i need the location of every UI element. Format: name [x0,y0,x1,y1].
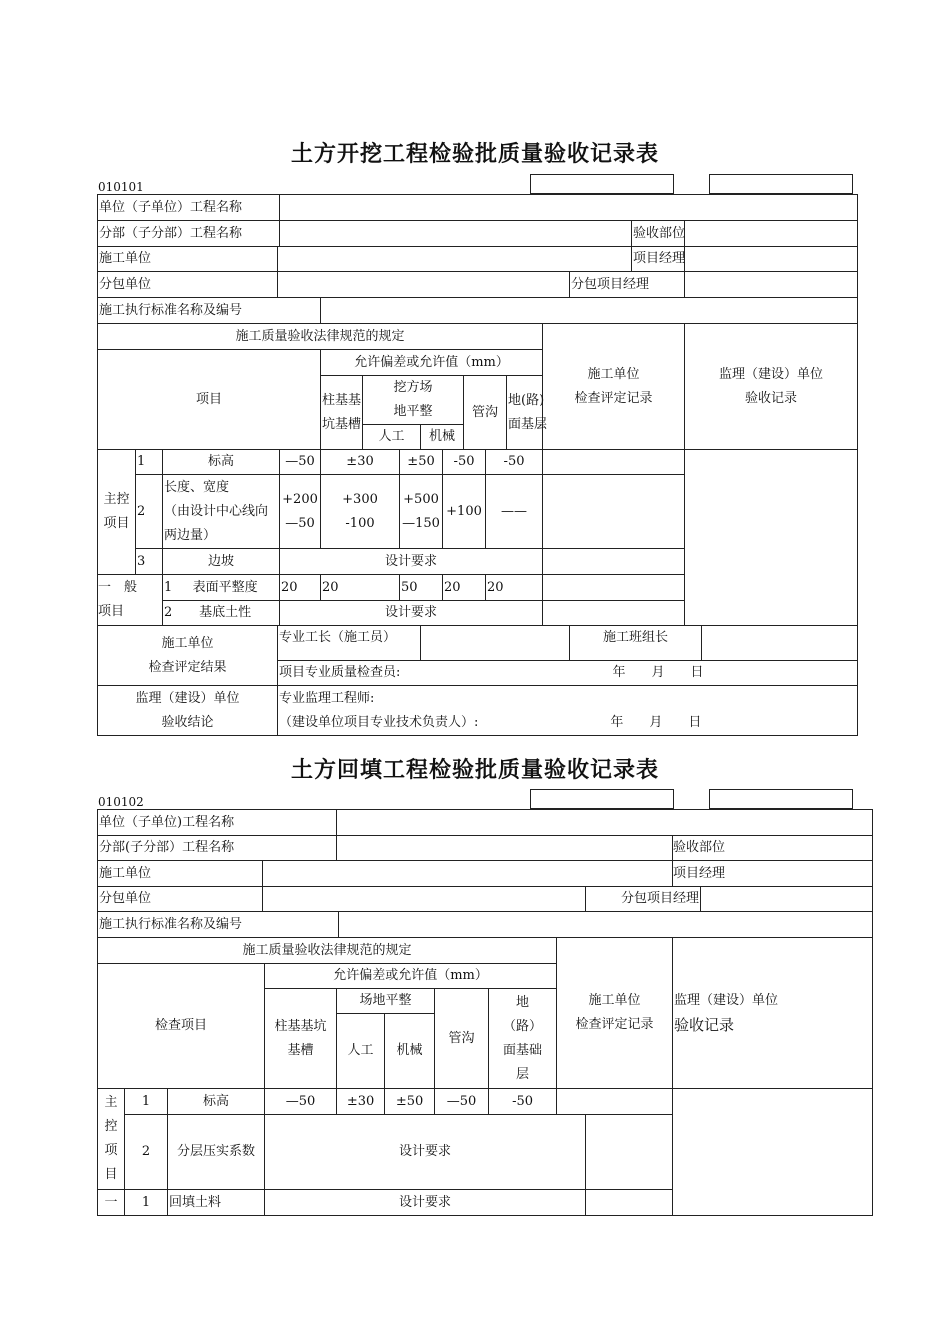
row-value: 20 [280,575,321,601]
standard-field[interactable] [339,912,873,938]
date-label: 年 月 日 [610,714,702,730]
row-value: ±30 [321,450,400,475]
main-control-label: 主 控 项 目 [98,1089,125,1190]
row-value: —— [486,475,543,549]
spec-header: 施工质量验收法律规范的规定 [98,938,557,964]
row-name: 长度、宽度 （由设计中心线向 两边量） [163,475,280,549]
team-leader-label: 施工班组长 [570,626,702,661]
row-requirement: 设计要求 [265,1190,586,1216]
conclusion-label: 监理（建设）单位 验收结论 [98,686,278,736]
contractor-check-cell[interactable] [557,1089,673,1115]
form1-header-box-1[interactable] [530,174,674,194]
row-number-inline: 1 [164,579,173,595]
spec-header: 施工质量验收法律规范的规定 [98,324,543,350]
supervisor-check-cell[interactable] [673,1089,873,1216]
contractor-field[interactable] [278,247,632,272]
project-manager-label: 项目经理 [673,861,873,887]
unit-name-label: 单位（子单位)工程名称 [98,810,337,836]
owner-label-row [279,711,856,735]
division-label: 分部(子分部）工程名称 [98,836,337,861]
form2-header-box-1[interactable] [530,789,674,809]
team-leader-field[interactable] [702,626,858,661]
contractor-check-cell[interactable] [543,450,685,475]
row-value: +300 -100 [321,475,400,549]
acceptance-part-field[interactable] [685,221,858,247]
row-value: +500 —150 [400,475,443,549]
contractor-check-cell[interactable] [543,575,685,601]
inspector-label: 项目专业质量检查员: [279,665,401,680]
contractor-check-cell[interactable] [586,1190,701,1216]
row-value: +200 —50 [280,475,321,549]
sub-pm-label: 分包项目经理 [586,887,701,912]
division-field[interactable] [280,221,632,247]
col-manual-header: 人工 [363,425,421,450]
row-number-inline: 2 [164,605,173,620]
col-pipe-header: 管沟 [435,989,489,1089]
contractor-check-cell[interactable] [543,549,685,575]
main-control-label: 主控 项目 [98,450,136,575]
sub-pm-field[interactable] [685,272,858,298]
project-manager-field[interactable] [685,247,858,272]
col-machine-header: 机械 [385,1014,435,1089]
general-label: 一 [98,1190,125,1216]
col-pipe-header: 管沟 [464,376,507,450]
form1-title: 土方开挖工程检验批质量验收记录表 [290,141,659,167]
row-name: 2 基底土性 [163,601,280,626]
foreman-label: 专业工长（施工员） [278,626,421,661]
col-pile-header: 柱基基 坑基槽 [321,376,363,450]
form1-header-box-2[interactable] [709,174,853,194]
row-value: -50 [489,1089,557,1115]
contractor-label: 施工单位 [98,247,278,272]
row-name: 标高 [168,1089,265,1115]
contractor-check-cell[interactable] [586,1115,701,1190]
col-pile-header: 柱基基坑 基槽 [265,989,337,1089]
row-value: -50 [443,450,486,475]
inspector-row [278,661,858,686]
col-road-header: 地 （路） 面基础 层 [489,989,557,1089]
row-requirement: 设计要求 [265,1115,586,1190]
unit-name-label: 单位（子单位）工程名称 [98,195,280,221]
form2-title: 土方回填工程检验批质量验收记录表 [290,757,659,783]
contractor-check-cell[interactable] [543,601,685,626]
row-value: ±50 [385,1089,435,1115]
row-requirement: 设计要求 [280,549,543,575]
row-value: 20 [321,575,400,601]
supervisor-check-header: 监理（建设）单位 验收记录 [685,324,858,450]
division-field[interactable] [337,836,673,861]
item-header: 项目 [98,350,321,450]
col-excavation-header: 挖方场 地平整 [363,376,464,425]
supervisor-check-header: 监理（建设）单位 验收记录 [673,938,873,1089]
sub-pm-field[interactable] [701,887,873,912]
conclusion-field [278,686,858,736]
foreman-field[interactable] [421,626,570,661]
row-value: —50 [435,1089,489,1115]
form1-table [97,194,858,736]
row-name: 分层压实系数 [168,1115,265,1190]
contractor-check-cell[interactable] [543,475,685,549]
row-name: 回填土料 [168,1190,265,1216]
item-header: 检查项目 [98,964,265,1089]
row-name: 标高 [163,450,280,475]
division-label: 分部（子分部）工程名称 [98,221,280,247]
row-number: 3 [136,549,163,575]
standard-label: 施工执行标准名称及编号 [98,298,321,324]
unit-name-field[interactable] [337,810,873,836]
subcontractor-label: 分包单位 [98,887,263,912]
col-site-header: 场地平整 [337,989,435,1014]
contractor-field[interactable] [263,861,673,887]
row-number: 2 [125,1115,168,1190]
sub-pm-label: 分包项目经理 [570,272,685,298]
row-value: +100 [443,475,486,549]
row-number: 1 [136,450,163,475]
supervisor-check-cell[interactable] [685,450,858,626]
tolerance-header: 允许偏差或允许值（mm） [321,350,543,376]
col-road-header: 地(路) 面基层 [507,376,543,450]
result-label: 施工单位 检查评定结果 [98,626,278,686]
owner-label: （建设单位项目专业技术负责人）: [279,714,479,730]
acceptance-part-label: 验收部位 [673,836,873,861]
general-label: 一 般 项目 [98,575,163,626]
row-value: 50 [400,575,443,601]
subcontractor-label: 分包单位 [98,272,278,298]
col-machine-header: 机械 [421,425,464,450]
tolerance-header: 允许偏差或允许值（mm） [265,964,557,989]
unit-name-field[interactable] [280,195,858,221]
contractor-check-header: 施工单位 检查评定记录 [557,938,673,1089]
form2-code: 010102 [98,795,144,809]
contractor-check-header: 施工单位 检查评定记录 [543,324,685,450]
project-manager-label: 项目经理 [632,247,685,272]
row-value: -50 [486,450,543,475]
row-name: 边坡 [163,549,280,575]
row-number: 1 [125,1190,168,1216]
row-value: ±50 [400,450,443,475]
form2-header-box-2[interactable] [709,789,853,809]
standard-label: 施工执行标准名称及编号 [98,912,339,938]
engineer-label: 专业监理工程师: [279,690,375,706]
row-value: 20 [443,575,486,601]
date-label: 年 月 日 [612,665,704,680]
col-manual-header: 人工 [337,1014,385,1089]
row-requirement: 设计要求 [280,601,543,626]
form1-code: 010101 [98,180,144,194]
standard-field[interactable] [321,298,858,324]
row-number: 2 [136,475,163,549]
acceptance-part-label: 验收部位 [632,221,685,247]
row-name: 1 表面平整度 [163,575,280,601]
row-number: 1 [125,1089,168,1115]
subcontractor-field[interactable] [278,272,570,298]
form2-table [97,809,873,1216]
row-value: ±30 [337,1089,385,1115]
row-value: —50 [280,450,321,475]
row-value: —50 [265,1089,337,1115]
row-value: 20 [486,575,543,601]
subcontractor-field[interactable] [263,887,586,912]
contractor-label: 施工单位 [98,861,263,887]
